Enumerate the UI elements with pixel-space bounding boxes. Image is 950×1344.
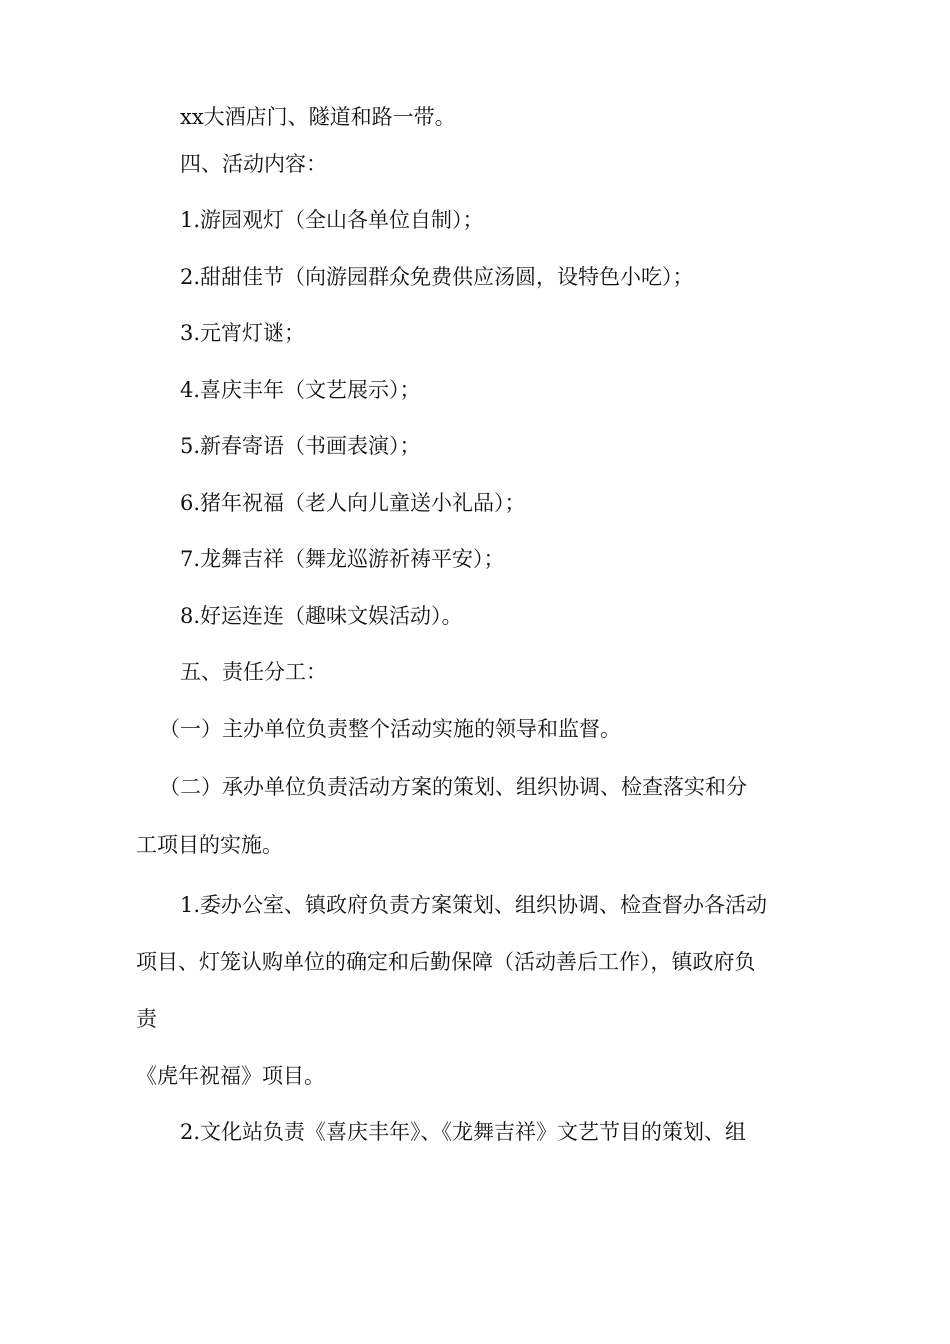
heading-activity-content: 四、活动内容： bbox=[180, 152, 327, 176]
list-item-2: 2.甜甜佳节（向游园群众免费供应汤圆，设特色小吃）； bbox=[180, 265, 694, 289]
paragraph-culture-station: 2.文化站负责《喜庆丰年》、《龙舞吉祥》文艺节目的策划、组 bbox=[180, 1120, 747, 1144]
paragraph-organizer: （一）主办单位负责整个活动实施的领导和监督。 bbox=[159, 717, 621, 741]
paragraph-contractor-line2: 工项目的实施。 bbox=[136, 833, 283, 857]
paragraph-office-line2: 项目、灯笼认购单位的确定和后勤保障（活动善后工作），镇政府负 bbox=[136, 950, 756, 974]
list-item-3: 3.元宵灯谜； bbox=[180, 321, 306, 345]
paragraph-office-line3: 责 bbox=[136, 1007, 157, 1031]
list-item-7: 7.龙舞吉祥（舞龙巡游祈祷平安）； bbox=[180, 547, 505, 571]
list-item-4: 4.喜庆丰年（文艺展示）； bbox=[180, 378, 421, 402]
list-item-6: 6.猪年祝福（老人向儿童送小礼品）； bbox=[180, 491, 526, 515]
paragraph-contractor-line1: （二）承办单位负责活动方案的策划、组织协调、检查落实和分 bbox=[159, 775, 747, 799]
heading-responsibilities: 五、责任分工： bbox=[180, 660, 327, 684]
list-item-8: 8.好运连连（趣味文娱活动）。 bbox=[180, 604, 463, 628]
paragraph-office-line4: 《虎年祝福》项目。 bbox=[136, 1064, 325, 1088]
paragraph-location: xx大酒店门、隧道和路一带。 bbox=[180, 105, 456, 129]
list-item-5: 5.新春寄语（书画表演）； bbox=[180, 434, 421, 458]
list-item-1: 1.游园观灯（全山各单位自制）； bbox=[180, 208, 484, 232]
paragraph-office-line1: 1.委办公室、镇政府负责方案策划、组织协调、检查督办各活动 bbox=[180, 893, 768, 917]
